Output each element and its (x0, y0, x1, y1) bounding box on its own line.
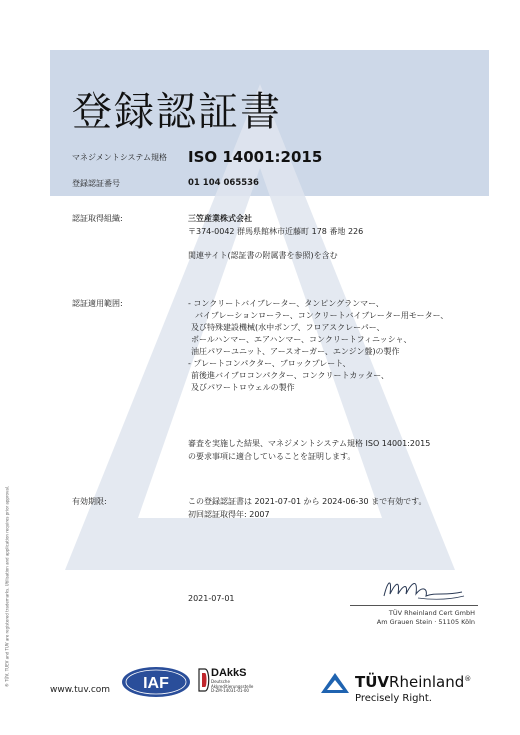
scope-line: - コンクリートバイブレーター、タンピングランマー、 (188, 299, 384, 308)
standard-value: ISO 14001:2015 (188, 148, 323, 166)
dakks-sub: D-ZM-14031-01-00 (211, 688, 249, 694)
statement-line: の要求事項に適合していることを証明します。 (188, 452, 356, 461)
validity-line: 初回認証取得年: 2007 (188, 510, 270, 519)
dakks-details (211, 680, 253, 694)
statement-line: 審査を実施した結果、マネジメントシステム規格 ISO 14001:2015 (188, 439, 431, 448)
scope-label: 認証適用範囲: (72, 299, 123, 308)
dakks-name: DAkkS (211, 667, 247, 679)
scope-line: - プレートコンパクター、ブロックプレート、 (188, 359, 351, 368)
website-link[interactable]: www.tuv.com (50, 685, 111, 695)
organization-address: 〒374-0042 群馬県館林市近藤町 178 番地 226 (188, 227, 364, 236)
organization-label: 認証取得組織: (72, 214, 123, 223)
certificate-panel (50, 50, 489, 647)
issuer-name: TÜV Rheinland Cert GmbH (388, 609, 475, 617)
dakks-sub: Deutsche (211, 679, 230, 684)
organization-note: 関連サイト(認証書の附属書を参照)を含む (188, 251, 338, 260)
signature-line (350, 605, 478, 606)
tuv-rheinland-logo (355, 673, 471, 691)
tuv-triangle-icon (320, 672, 350, 694)
dakks-sub: Akkreditierungsstelle (211, 683, 254, 689)
issuer-block (377, 609, 475, 626)
dakks-mark (197, 667, 211, 693)
validity-line: この登録認証書は 2021-07-01 から 2024-06-30 まで有効です。 (188, 497, 427, 506)
signature-image (378, 574, 468, 604)
iaf-logo (120, 665, 192, 699)
scope-line: 前後進バイブロコンパクター、コンクリートカッター、 (191, 371, 389, 380)
tuv-bold: TÜV (355, 673, 390, 691)
organization-name: 三笠産業株式会社 (188, 214, 252, 223)
issue-date: 2021-07-01 (188, 594, 235, 603)
issuer-address: Am Grauen Stein · 51105 Köln (376, 617, 475, 626)
standard-label: マネジメントシステム規格 (72, 153, 167, 162)
scope-line: 油圧パワーユニット、アースオーガー、エンジン盤)の製作 (191, 347, 400, 356)
validity-label: 有効期限: (72, 497, 107, 506)
scope-line: バイブレーションローラー、コンクリートバイブレーター用モーター、 (195, 311, 449, 320)
tagline: Precisely Right. (355, 693, 432, 704)
registration-number: 01 104 065536 (188, 178, 259, 188)
tuv-rest: Rheinland (389, 673, 465, 691)
certificate-title: 登録認証書 (72, 89, 282, 135)
iaf-text: IAF (143, 675, 169, 692)
trademark-note: ® TÜV, TUEV and TUV are registered trademarks. Utilisation and application requires prior approval. (4, 485, 10, 688)
scope-line: 及びパワートロウェルの製作 (191, 383, 295, 392)
registration-label: 登録認証番号 (72, 179, 120, 188)
scope-line: 及び特殊建設機械(水中ポンプ、フロアスクレーパー、 (191, 323, 385, 332)
tuv-reg: ® (464, 675, 472, 683)
scope-line: ボールハンマー、エアハンマー、コンクリートフィニッシャ、 (191, 335, 412, 344)
